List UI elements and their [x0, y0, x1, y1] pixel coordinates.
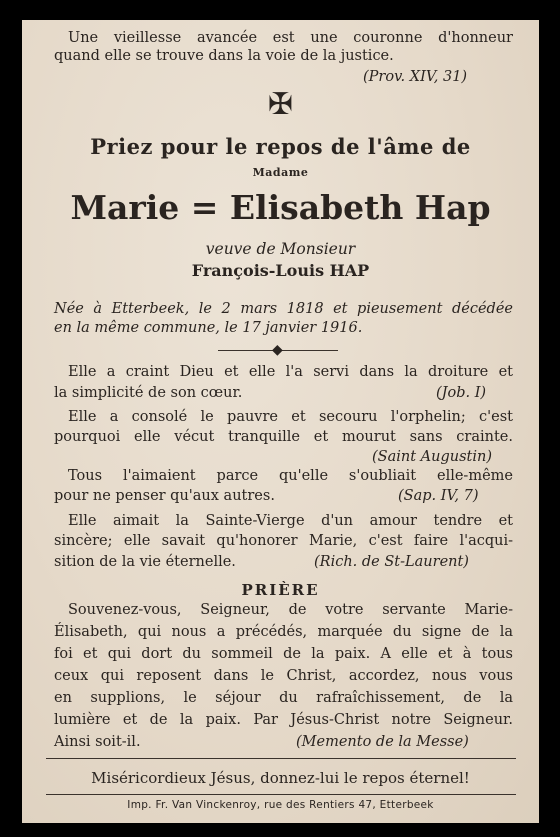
- prayer-line-6: lumière et de la paix. Par Jésus-Christ notre Seigneur.: [54, 712, 513, 728]
- dates-line-2: en la même commune, le 17 janvier 1916.: [54, 320, 363, 336]
- quote-2-line-1: Elle a consolé le pauvre et secouru l'orphelin; c'est: [68, 409, 513, 425]
- prayer-line-1: Souvenez-vous, Seigneur, de votre servante Marie-: [68, 602, 513, 618]
- memorial-card: [22, 20, 539, 823]
- prayer-line-3: foi et qui dort du sommeil de la paix. A elle et à tous: [54, 646, 513, 662]
- quote-1-line-2: la simplicité de son cœur.: [54, 385, 243, 401]
- quote-3-line-2: pour ne penser qu'aux autres.: [54, 488, 275, 504]
- cross-icon: ✠: [267, 87, 294, 122]
- printer-credit: Imp. Fr. Van Vinckenroy, rue des Rentiers 47, Etterbeek: [127, 799, 434, 811]
- title-madame: Madame: [252, 166, 309, 179]
- prayer-line-7: Ainsi soit-il.: [54, 734, 141, 750]
- prayer-line-5: en supplions, le séjour du rafraîchissement, de la: [54, 690, 513, 706]
- epigraph-line-1: Une vieillesse avancée est une couronne d'honneur: [68, 30, 513, 46]
- quote-3-line-1: Tous l'aimaient parce qu'elle s'oubliait elle-même: [68, 468, 513, 484]
- dates-line-1: Née à Etterbeek, le 2 mars 1818 et pieusement décédée: [54, 301, 513, 317]
- prayer-heading: Priez pour le repos de l'âme de: [90, 134, 471, 159]
- quote-4-line-2: sincère; elle savait qu'honorer Marie, c'est faire l'acqui-: [54, 533, 513, 549]
- quote-3-reference: (Sap. IV, 7): [398, 488, 479, 504]
- closing-divider: [46, 758, 516, 759]
- prayer-title: PRIÈRE: [241, 581, 320, 599]
- ornament-diamond-icon: ◆: [272, 342, 283, 358]
- prayer-reference: (Memento de la Messe): [296, 734, 469, 750]
- widow-line: veuve de Monsieur: [205, 240, 356, 258]
- quote-2-line-2: pourquoi elle vécut tranquille et mourut sans crainte.: [54, 429, 513, 445]
- printer-divider: [46, 794, 516, 795]
- closing-invocation: Miséricordieux Jésus, donnez-lui le repos éternel!: [91, 769, 470, 787]
- prayer-line-2: Élisabeth, qui nous a précédés, marquée du signe de la: [54, 624, 513, 640]
- deceased-name: Marie = Elisabeth Hap: [70, 188, 491, 227]
- epigraph-line-2: quand elle se trouve dans la voie de la justice.: [54, 48, 394, 64]
- quote-4-reference: (Rich. de St-Laurent): [314, 554, 469, 570]
- quote-4-line-1: Elle aimait la Sainte-Vierge d'un amour tendre et: [68, 513, 513, 529]
- quote-4-line-3: sition de la vie éternelle.: [54, 554, 236, 570]
- quote-2-reference: (Saint Augustin): [372, 449, 492, 465]
- husband-name: François-Louis HAP: [191, 261, 370, 280]
- epigraph-reference: (Prov. XIV, 31): [363, 69, 468, 85]
- quote-1-line-1: Elle a craint Dieu et elle l'a servi dans la droiture et: [68, 364, 513, 380]
- prayer-line-4: ceux qui reposent dans le Christ, accordez, nous vous: [54, 668, 513, 684]
- quote-1-reference: (Job. I): [436, 385, 487, 401]
